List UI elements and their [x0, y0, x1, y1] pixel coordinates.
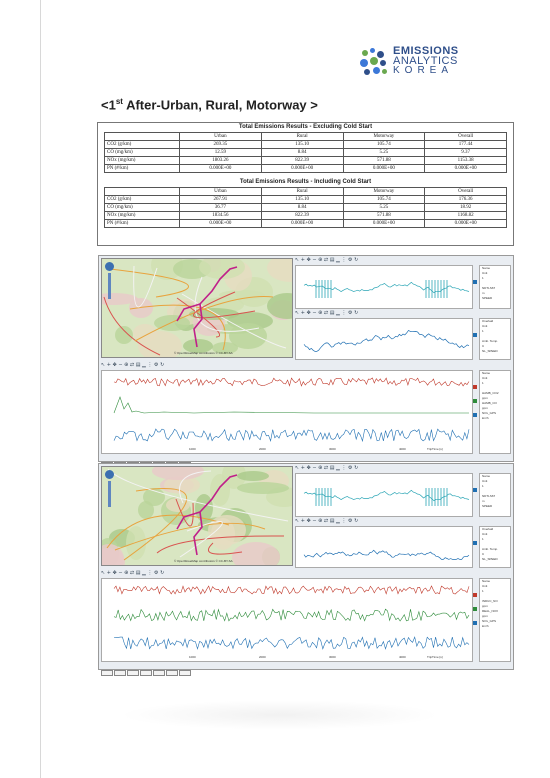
column-header: Motorway — [343, 188, 425, 196]
pointer-icon[interactable]: ↖ — [295, 310, 301, 316]
table-cell: 105.74 — [343, 196, 425, 204]
chart-icon[interactable]: ▁ — [336, 257, 342, 263]
table-row — [105, 220, 507, 228]
co2-trace — [114, 586, 469, 594]
pointer-icon[interactable]: ↖ — [295, 518, 301, 524]
table-cell: 0.000E+00 — [343, 165, 425, 173]
settings-icon[interactable]: ⚙ — [348, 465, 355, 471]
row-label: NOx (mg/km) — [105, 212, 180, 220]
legend-entry: Amb. Temp. — [482, 547, 498, 551]
legend-entry: 1 — [482, 537, 484, 541]
plot-legend — [479, 370, 511, 454]
series-swatch-icon[interactable] — [473, 413, 477, 417]
emissions-results-tables — [97, 122, 514, 246]
add-icon[interactable]: + — [300, 310, 307, 316]
x-axis-label: TripTime [s] — [427, 655, 443, 659]
speed-trace — [114, 429, 469, 441]
plot-legend — [479, 578, 511, 662]
legend-entry: 1 — [482, 276, 484, 280]
logo-dots-icon — [360, 48, 390, 80]
table-header-row — [105, 133, 507, 141]
x-tick-label: 4000 — [399, 447, 406, 451]
legend-entry: NDTLS67 — [482, 494, 496, 498]
sync-icon[interactable]: ↻ — [354, 310, 359, 316]
x-tick-label: 4000 — [399, 655, 406, 659]
column-header: Motorway — [343, 133, 425, 141]
row-label: CO2 (g/km) — [105, 196, 180, 204]
sync-icon[interactable]: ↻ — [354, 257, 359, 263]
legend-entry: NL_SPEED — [482, 349, 498, 353]
table-row — [105, 157, 507, 165]
table-row — [105, 141, 507, 149]
legend-entry: HAMB_CO — [482, 401, 497, 405]
legend-entry: Overlaid — [482, 527, 494, 531]
legend-entry: 1 — [482, 381, 484, 385]
table-cell: 8.84 — [261, 204, 343, 212]
plot-legend — [479, 473, 511, 517]
table-cell: 36.77 — [180, 204, 262, 212]
legend-entry: Name — [482, 371, 491, 375]
table-cell: 571.88 — [343, 212, 425, 220]
speed-trace — [114, 637, 469, 649]
bottom-plot-toolbar — [101, 570, 164, 577]
export-icon[interactable]: ▤ — [329, 465, 337, 471]
status-tab[interactable] — [140, 670, 152, 676]
legend-entry: km/h — [482, 416, 489, 420]
data-viewer-screenshot-2 — [98, 463, 514, 670]
row-label: PN (#/km) — [105, 165, 180, 173]
legend-entry: HAMB_CO2 — [482, 391, 499, 395]
route-map[interactable] — [101, 466, 293, 566]
legend-entry: ppm — [482, 614, 488, 618]
column-header: Overall — [425, 188, 507, 196]
legend-entry: km/h — [482, 624, 489, 628]
sync-icon[interactable]: ↻ — [160, 362, 165, 368]
legend-entry: Name — [482, 266, 491, 270]
route-map-canvas — [102, 259, 292, 357]
x-tick-label: 1000 — [189, 655, 196, 659]
top-plot-toolbar — [295, 465, 358, 472]
table-cell: 5.25 — [343, 149, 425, 157]
export-icon[interactable]: ▤ — [135, 570, 143, 576]
table-cell: 0.000E+00 — [261, 220, 343, 228]
chart-icon[interactable]: ▁ — [336, 518, 342, 524]
table-cell: 1803.26 — [180, 157, 262, 165]
table-cell: 267.91 — [180, 196, 262, 204]
pan-icon[interactable]: ⇄ — [129, 362, 136, 368]
series-swatch-icon[interactable] — [473, 621, 477, 625]
table-row — [105, 212, 507, 220]
table-cell: 269.35 — [180, 141, 262, 149]
table-cell: 9.37 — [425, 149, 507, 157]
export-icon[interactable]: ▤ — [329, 257, 337, 263]
pan-icon[interactable]: ⇄ — [323, 257, 330, 263]
table-cell: 0.000E+00 — [261, 165, 343, 173]
legend-entry: Unit — [482, 584, 488, 588]
map-zoom-control[interactable] — [105, 470, 115, 510]
status-tab[interactable] — [114, 670, 126, 676]
legend-entry: INDUC_NO — [482, 599, 498, 603]
column-header: Urban — [180, 188, 262, 196]
temperature-trace — [304, 550, 469, 559]
move-icon[interactable]: ✥ — [306, 310, 313, 316]
row-label: PN (#/km) — [105, 220, 180, 228]
row-label: NOx (mg/km) — [105, 157, 180, 165]
legend-entry: ppm — [482, 396, 488, 400]
minus-icon[interactable]: − — [312, 310, 319, 316]
add-icon[interactable]: + — [300, 257, 307, 263]
move-icon[interactable]: ✥ — [112, 570, 119, 576]
table-cell: 0.000E+00 — [425, 220, 507, 228]
table-cell: 12.59 — [180, 149, 262, 157]
x-tick-label: 3000 — [329, 447, 336, 451]
pan-control-icon[interactable] — [105, 470, 114, 479]
legend-entry: Name — [482, 474, 491, 478]
column-header: Overall — [425, 133, 507, 141]
pan-icon[interactable]: ⇄ — [323, 518, 330, 524]
column-header: Urban — [180, 133, 262, 141]
altitude-plot[interactable] — [295, 473, 473, 517]
minus-icon[interactable]: − — [312, 465, 319, 471]
grid-icon[interactable]: ⋮ — [341, 465, 349, 471]
table-row — [105, 149, 507, 157]
settings-icon[interactable]: ⚙ — [154, 362, 161, 368]
export-icon[interactable]: ▤ — [329, 518, 337, 524]
temperature-trace — [304, 330, 469, 351]
legend-entry: 1 — [482, 589, 484, 593]
minus-icon[interactable]: − — [312, 257, 319, 263]
company-logo — [360, 46, 480, 84]
add-icon[interactable]: + — [106, 570, 113, 576]
series-swatch-icon[interactable] — [473, 280, 477, 284]
move-icon[interactable]: ✥ — [306, 465, 313, 471]
x-axis-label: TripTime [s] — [427, 447, 443, 451]
legend-entry: NOx_GPS — [482, 619, 497, 623]
legend-entry: SPEED — [482, 504, 493, 508]
table-cell: 1168.82 — [425, 212, 507, 220]
minus-icon[interactable]: − — [118, 362, 125, 368]
settings-icon[interactable]: ⚙ — [348, 257, 355, 263]
table-cell: 571.88 — [343, 157, 425, 165]
legend-entry: Unit — [482, 324, 488, 328]
row-label: CO (mg/km) — [105, 204, 180, 212]
series-swatch-icon[interactable] — [473, 607, 477, 611]
zoom-slider[interactable] — [108, 273, 111, 299]
terrain-patch — [232, 542, 280, 565]
legend-entry: Unit — [482, 376, 488, 380]
legend-entry: SPEED — [482, 296, 493, 300]
pan-control-icon[interactable] — [105, 262, 114, 271]
table-cell: 18.92 — [425, 204, 507, 212]
status-tab[interactable] — [127, 670, 139, 676]
column-header — [105, 188, 180, 196]
legend-entry: Overlaid — [482, 319, 494, 323]
pan-icon[interactable]: ⇄ — [323, 465, 330, 471]
page-title — [101, 97, 318, 112]
bottom-plot-toolbar — [101, 362, 164, 369]
x-tick-label: 2000 — [259, 655, 266, 659]
data-viewer-screenshot-1 — [98, 255, 514, 462]
altitude-plot[interactable] — [295, 265, 473, 309]
x-tick-label: 1000 — [189, 447, 196, 451]
title-sup: st — [115, 97, 123, 106]
pointer-icon[interactable]: ↖ — [295, 465, 301, 471]
series-swatch-icon[interactable] — [473, 385, 477, 389]
map-zoom-control[interactable] — [105, 262, 115, 302]
chart-icon[interactable]: ▁ — [142, 570, 148, 576]
chart-icon[interactable]: ▁ — [142, 362, 148, 368]
table-incl-caption: Total Emissions Results - Including Cold Start — [239, 179, 372, 185]
table-cell: 0.000E+00 — [180, 220, 262, 228]
add-icon[interactable]: + — [300, 465, 307, 471]
table-cell: 135.10 — [261, 196, 343, 204]
move-icon[interactable]: ✥ — [306, 257, 313, 263]
column-header: Rural — [261, 188, 343, 196]
minus-icon[interactable]: − — [118, 570, 125, 576]
terrain-patch — [102, 548, 125, 565]
zoom-slider[interactable] — [108, 481, 111, 507]
settings-icon[interactable]: ⚙ — [348, 310, 355, 316]
co-trace — [114, 397, 469, 413]
map-attribution: © OpenStreetMap contributors © CC-BY-SA — [174, 351, 233, 355]
status-tab[interactable] — [179, 670, 191, 676]
export-icon[interactable]: ▤ — [135, 362, 143, 368]
grid-icon[interactable]: ⋮ — [341, 518, 349, 524]
table-row — [105, 196, 507, 204]
logo-line-3: KOREA — [393, 65, 454, 76]
legend-entry: NOx_GPS — [482, 411, 497, 415]
table-incl-cold-start — [104, 187, 507, 228]
zoom-icon[interactable]: ⊕ — [318, 257, 324, 263]
move-icon[interactable]: ✥ — [306, 518, 313, 524]
legend-entry: NL_SPEED — [482, 557, 498, 561]
legend-entry: m — [482, 499, 485, 503]
temperature-plot[interactable] — [295, 318, 473, 360]
sync-icon[interactable]: ↻ — [354, 518, 359, 524]
series-swatch-icon[interactable] — [473, 399, 477, 403]
column-header: Rural — [261, 133, 343, 141]
table-cell: 822.39 — [261, 212, 343, 220]
table-cell: 822.39 — [261, 157, 343, 165]
route-map[interactable] — [101, 258, 293, 358]
sync-icon[interactable]: ↻ — [354, 465, 359, 471]
zoom-icon[interactable]: ⊕ — [318, 310, 324, 316]
series-swatch-icon[interactable] — [473, 541, 477, 545]
grid-icon[interactable]: ⋮ — [341, 257, 349, 263]
settings-icon[interactable]: ⚙ — [348, 518, 355, 524]
table-row — [105, 165, 507, 173]
emissions-trace-plot[interactable] — [101, 578, 473, 662]
legend-entry: ppm — [482, 604, 488, 608]
mid-plot-toolbar — [295, 310, 358, 317]
title-prefix: <1 — [101, 97, 116, 113]
grid-icon[interactable]: ⋮ — [147, 362, 155, 368]
pointer-icon[interactable]: ↖ — [295, 257, 301, 263]
zoom-icon[interactable]: ⊕ — [124, 362, 130, 368]
table-cell: 0.000E+00 — [425, 165, 507, 173]
terrain-patch — [126, 526, 146, 560]
series-swatch-icon[interactable] — [473, 593, 477, 597]
emissions-trace-plot[interactable] — [101, 370, 473, 454]
logo-line-1: EMISSIONS — [393, 45, 459, 57]
pan-icon[interactable]: ⇄ — [323, 310, 330, 316]
chart-icon[interactable]: ▁ — [336, 465, 342, 471]
settings-icon[interactable]: ⚙ — [154, 570, 161, 576]
move-icon[interactable]: ✥ — [112, 362, 119, 368]
table-cell: 0.000E+00 — [180, 165, 262, 173]
grid-icon[interactable]: ⋮ — [341, 310, 349, 316]
series-swatch-icon[interactable] — [473, 333, 477, 337]
sync-icon[interactable]: ↻ — [160, 570, 165, 576]
co2-trace — [114, 378, 469, 386]
pointer-icon[interactable]: ↖ — [101, 362, 107, 368]
zoom-icon[interactable]: ⊕ — [124, 570, 130, 576]
zoom-icon[interactable]: ⊕ — [318, 465, 324, 471]
status-bar — [101, 455, 221, 460]
table-cell: 135.10 — [261, 141, 343, 149]
table-cell: 0.000E+00 — [343, 220, 425, 228]
legend-entry: Amb. Temp. — [482, 339, 498, 343]
add-icon[interactable]: + — [106, 362, 113, 368]
minus-icon[interactable]: − — [312, 518, 319, 524]
nox-trace — [114, 609, 469, 621]
legend-entry: m — [482, 291, 485, 295]
table-excl-caption: Total Emissions Results - Excluding Cold Start — [238, 124, 373, 130]
table-header-row — [105, 188, 507, 196]
row-label: CO2 (g/km) — [105, 141, 180, 149]
legend-entry: Name — [482, 579, 491, 583]
grid-icon[interactable]: ⋮ — [147, 570, 155, 576]
route-map-canvas — [102, 467, 292, 565]
terrain-patch — [267, 259, 292, 282]
chart-icon[interactable]: ▁ — [336, 310, 342, 316]
status-bar — [101, 663, 221, 668]
legend-entry: Unit — [482, 271, 488, 275]
legend-entry: C — [482, 552, 485, 556]
terrain-patch — [115, 326, 133, 344]
legend-entry: C — [482, 344, 485, 348]
legend-entry: Unit — [482, 479, 488, 483]
legend-entry: 1 — [482, 329, 484, 333]
status-tab[interactable] — [101, 670, 113, 676]
row-label: CO (mg/km) — [105, 149, 180, 157]
legend-entry: REAL_NOX — [482, 609, 499, 613]
mid-plot-toolbar — [295, 518, 358, 525]
plot-legend — [479, 265, 511, 309]
x-tick-label: 3000 — [329, 655, 336, 659]
top-plot-toolbar — [295, 257, 358, 264]
terrain-patch — [237, 482, 289, 494]
terrain-patch — [138, 501, 154, 519]
table-row — [105, 204, 507, 212]
scan-smudge — [120, 700, 440, 730]
add-icon[interactable]: + — [300, 518, 307, 524]
pan-icon[interactable]: ⇄ — [129, 570, 136, 576]
map-attribution: © OpenStreetMap contributors © CC-BY-SA — [174, 559, 233, 563]
terrain-patch — [129, 298, 153, 318]
temperature-plot[interactable] — [295, 526, 473, 568]
table-excl-cold-start — [104, 132, 507, 173]
page-edge — [40, 0, 41, 778]
zoom-icon[interactable]: ⊕ — [318, 518, 324, 524]
table-cell: 105.74 — [343, 141, 425, 149]
table-cell: 5.25 — [343, 204, 425, 212]
legend-entry: 1 — [482, 484, 484, 488]
plot-legend — [479, 318, 511, 360]
terrain-patch — [208, 515, 246, 545]
table-cell: 177.44 — [425, 141, 507, 149]
table-cell: 1153.38 — [425, 157, 507, 165]
series-swatch-icon[interactable] — [473, 488, 477, 492]
table-cell: 8.84 — [261, 149, 343, 157]
table-cell: 176.36 — [425, 196, 507, 204]
status-tab[interactable] — [153, 670, 165, 676]
legend-entry: Unit — [482, 532, 488, 536]
status-tab[interactable] — [166, 670, 178, 676]
plot-legend — [479, 526, 511, 568]
terrain-patch — [237, 471, 269, 481]
legend-entry: ppm — [482, 406, 488, 410]
legend-entry: NDTLS67 — [482, 286, 496, 290]
pointer-icon[interactable]: ↖ — [101, 570, 107, 576]
export-icon[interactable]: ▤ — [329, 310, 337, 316]
logo-line-2: ANALYTICS — [393, 55, 458, 67]
title-rest: After-Urban, Rural, Motorway > — [122, 97, 318, 113]
x-tick-label: 2000 — [259, 447, 266, 451]
table-cell: 1834.56 — [180, 212, 262, 220]
terrain-patch — [152, 467, 204, 480]
column-header — [105, 133, 180, 141]
